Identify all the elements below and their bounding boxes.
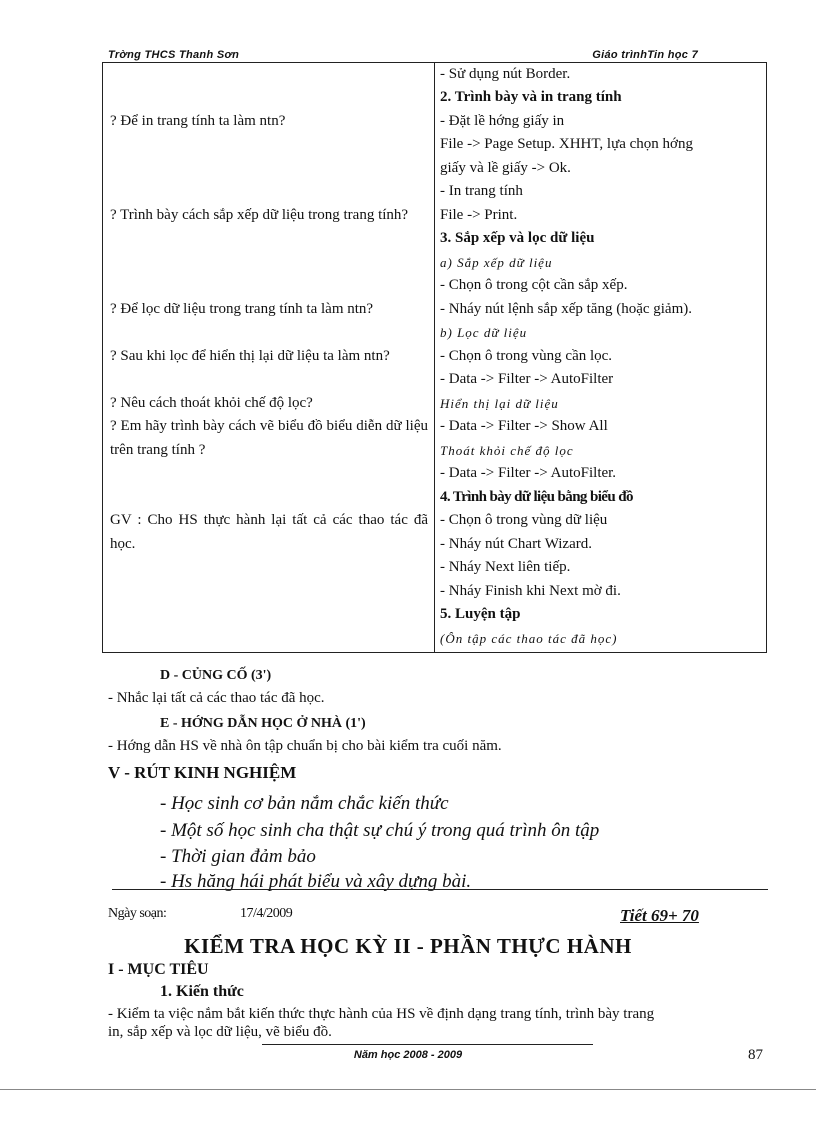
date-value: 17/4/2009 <box>240 906 293 921</box>
answer-subheading: b) Lọc dữ liệu <box>440 325 528 340</box>
lesson-table <box>102 62 767 653</box>
answer-line: - Data -> Filter -> AutoFilter. <box>440 465 617 481</box>
section-heading: I - MỤC TIÊU <box>108 961 209 978</box>
rutkinh-item: - Một số học sinh cha thật sự chú ý trong quá trình ôn tập <box>160 820 600 841</box>
answer-subheading: (Ôn tập các thao tác đã học) <box>440 631 618 646</box>
body-text: in, sắp xếp và lọc dữ liệu, vẽ biểu đồ. <box>108 1024 332 1040</box>
answer-heading-5: 5. Luyện tập <box>440 606 521 622</box>
answer-line: - Sử dụng nút Border. <box>440 66 571 82</box>
answer-line: File -> Print. <box>440 207 518 223</box>
column-divider <box>434 63 435 652</box>
huongdan-text: - Hớng dẫn HS về nhà ôn tập chuẩn bị cho bài kiểm tra cuối năm. <box>108 738 502 754</box>
question-5: ? Nêu cách thoát khỏi chế độ lọc? <box>110 395 313 411</box>
footer-rule <box>262 1044 593 1045</box>
subsection-heading: 1. Kiến thức <box>160 983 244 1000</box>
answer-line: - Data -> Filter -> AutoFilter <box>440 371 614 387</box>
cungco-text: - Nhắc lại tất cả các thao tác đã học. <box>108 690 325 706</box>
answer-subheading: Thoát khỏi chế độ lọc <box>440 443 574 458</box>
rutkinh-item: - Hs hăng hái phát biểu và xây dựng bài. <box>160 871 472 892</box>
rutkinh-heading: V - RÚT KINH NGHIỆM <box>108 763 297 782</box>
answer-heading-2: 2. Trình bày và in trang tính <box>440 89 622 105</box>
question-6: ? Em hãy trình bày cách vẽ biểu đồ biểu diễn dữ liệu trên trang tính ? <box>110 418 428 458</box>
header-course: Giáo trìnhTin học 7 <box>592 49 698 61</box>
teacher-note: GV : Cho HS thực hành lại tất cả các thao tác đã học. <box>110 512 428 552</box>
answer-heading-3: 3. Sắp xếp và lọc dữ liệu <box>440 230 595 246</box>
answer-line: - Nháy Next liên tiếp. <box>440 559 571 575</box>
rutkinh-item: - Học sinh cơ bản nắm chắc kiến thức <box>160 793 449 814</box>
question-4: ? Sau khi lọc để hiển thị lại dữ liệu ta làm ntn? <box>110 348 390 364</box>
page-number: 87 <box>748 1047 763 1063</box>
question-2: ? Trình bày cách sắp xếp dữ liệu trong trang tính? <box>110 207 409 223</box>
rutkinh-item: - Thời gian đảm bảo <box>160 846 316 867</box>
footer-school-year: Năm học 2008 - 2009 <box>353 1049 463 1061</box>
section-rule <box>112 889 768 890</box>
answer-line: - Chọn ô trong cột cần sắp xếp. <box>440 277 628 293</box>
answer-line: giấy và lề giấy -> Ok. <box>440 160 571 176</box>
answer-line: - Data -> Filter -> Show All <box>440 418 608 434</box>
answer-line: - Nháy nút lệnh sắp xếp tăng (hoặc giảm). <box>440 301 693 317</box>
huongdan-heading: E - HỚNG DẪN HỌC Ở NHÀ (1') <box>160 716 366 731</box>
answer-line: - Đặt lề hớng giấy in <box>440 113 565 129</box>
answer-line: - Nháy Finish khi Next mờ đi. <box>440 583 621 599</box>
answer-line: - Nháy nút Chart Wizard. <box>440 536 592 552</box>
question-3: ? Để lọc dữ liệu trong trang tính ta làm ntn? <box>110 301 374 317</box>
answer-line: - In trang tính <box>440 183 523 199</box>
cungco-heading: D - CỦNG CỐ (3') <box>160 668 272 683</box>
body-text: - Kiểm ta việc nắm bắt kiến thức thực hành của HS về định dạng trang tính, trình bày trang <box>108 1006 655 1022</box>
page-bottom-rule <box>0 1089 816 1090</box>
answer-heading-4: 4. Trình bày dữ liệu bằng biểu đồ <box>440 489 633 505</box>
lesson-number: Tiết 69+ 70 <box>620 906 699 925</box>
header-school: Trờng THCS Thanh Sơn <box>108 49 240 61</box>
question-1: ? Để in trang tính ta làm ntn? <box>110 113 286 129</box>
answer-line: - Chọn ô trong vùng dữ liệu <box>440 512 608 528</box>
answer-subheading: Hiển thị lại dữ liệu <box>440 396 559 411</box>
answer-line: - Chọn ô trong vùng cần lọc. <box>440 348 613 364</box>
date-label: Ngày soạn: <box>108 906 167 921</box>
page-title: KIỂM TRA HỌC KỲ II - PHẦN THỰC HÀNH <box>184 934 632 958</box>
answer-line: File -> Page Setup. XHHT, lựa chọn hớng <box>440 136 693 152</box>
answer-subheading: a) Sắp xếp dữ liệu <box>440 255 553 270</box>
